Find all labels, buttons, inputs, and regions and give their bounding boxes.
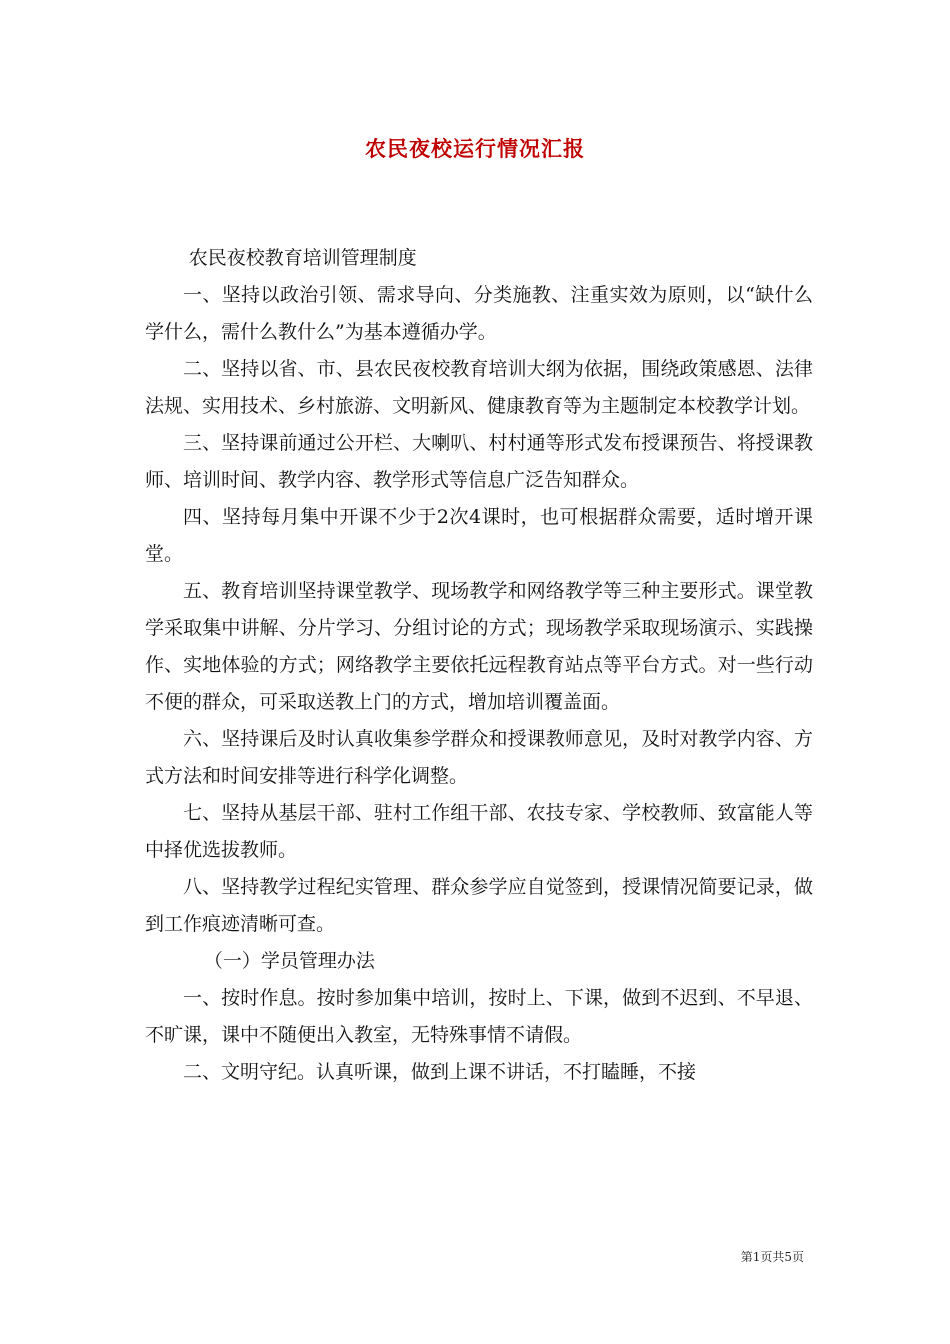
paragraph: 四、坚持每月集中开课不少于2次4课时，也可根据群众需要，适时增开课堂。 bbox=[145, 506, 813, 565]
paragraph: 一、按时作息。按时参加集中培训，按时上、下课，做到不迟到、不早退、不旷课，课中不随便出入教室，无特殊事情不请假。 bbox=[145, 987, 813, 1046]
paragraph: 二、文明守纪。认真听课，做到上课不讲话，不打瞌睡，不接 bbox=[183, 1061, 697, 1083]
paragraph: 五、教育培训坚持课堂教学、现场教学和网络教学等三种主要形式。课堂教学采取集中讲解、分片学习、分组讨论的方式；现场教学采取现场演示、实践操作、实地体验的方式；网络教学主要依托远程教育站点等平台方式。对一些行动不便的群众，可采取送教上门的方式，增加培训覆盖面。 bbox=[145, 580, 813, 713]
paragraph: 二、坚持以省、市、县农民夜校教育培训大纲为依据，围绕政策感恩、法律法规、实用技术、乡村旅游、文明新风、健康教育等为主题制定本校教学计划。 bbox=[145, 358, 813, 417]
paragraph: 三、坚持课前通过公开栏、大喇叭、村村通等形式发布授课预告、将授课教师、培训时间、教学内容、教学形式等信息广泛告知群众。 bbox=[145, 432, 813, 491]
paragraph: 八、坚持教学过程纪实管理、群众参学应自觉签到，授课情况简要记录，做到工作痕迹清晰可查。 bbox=[145, 876, 813, 935]
subsection-heading: （一）学员管理办法 bbox=[203, 950, 375, 972]
page-title: 农民夜校运行情况汇报 bbox=[365, 136, 585, 161]
paragraph: 六、坚持课后及时认真收集参学群众和授课教师意见，及时对教学内容、方式方法和时间安排等进行科学化调整。 bbox=[145, 728, 813, 787]
paragraph: 一、坚持以政治引领、需求导向、分类施教、注重实效为原则，以“缺什么学什么，需什么教什么”为基本遵循办学。 bbox=[145, 284, 813, 343]
page-number: 第1页共5页 bbox=[740, 1250, 804, 1264]
section-heading: 农民夜校教育培训管理制度 bbox=[188, 247, 417, 269]
paragraph: 七、坚持从基层干部、驻村工作组干部、农技专家、学校教师、致富能人等中择优选拔教师。 bbox=[145, 802, 813, 861]
document-body bbox=[145, 240, 813, 1091]
